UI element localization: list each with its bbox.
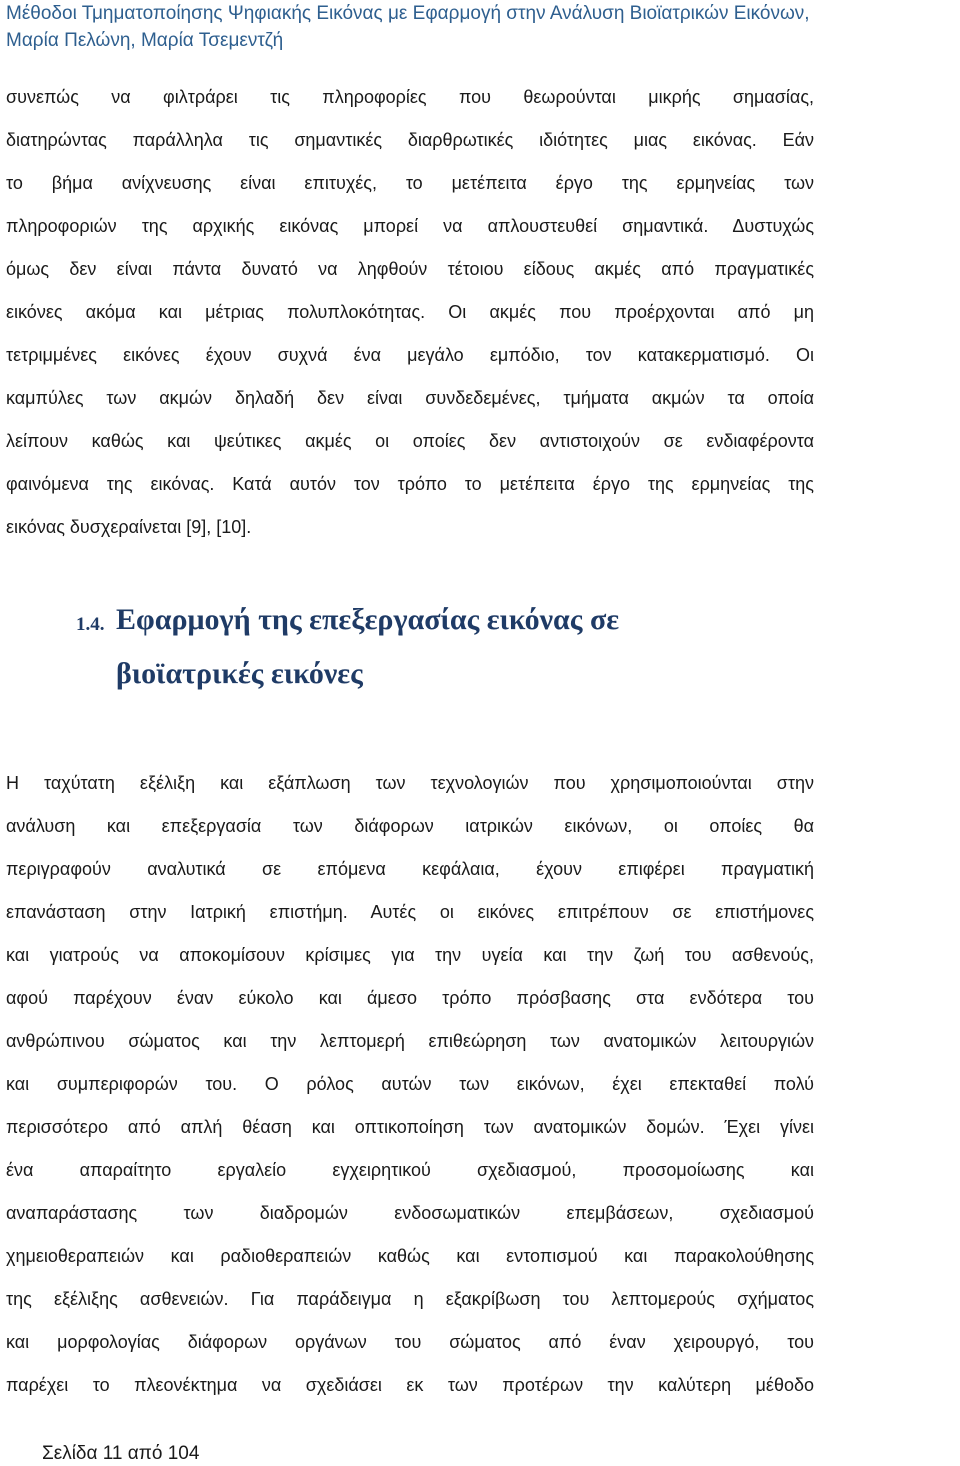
text-line: αναπαράστασης των διαδρομών ενδοσωματικών επεμβάσεων, σχεδιασμού	[6, 1203, 814, 1223]
section-number: 1.4.	[76, 614, 105, 635]
text-line: το βήμα ανίχνευσης είναι επιτυχές, το μετέπειτα έργο της ερμηνείας των	[6, 173, 814, 193]
text-line: φαινόμενα της εικόνας. Κατά αυτόν τον τρόπο το μετέπειτα έργο της ερμηνείας της	[6, 474, 814, 494]
header-title-line: Μέθοδοι Τμηματοποίησης Ψηφιακής Εικόνας με Εφαρμογή στην Ανάλυση Βιοϊατρικών Εικόνων,	[6, 3, 810, 24]
text-line: εικόνες ακόμα και μέτριας πολυπλοκότητας. Οι ακμές που προέρχονται από μη	[6, 302, 814, 322]
text-line: καμπύλες των ακμών δηλαδή δεν είναι συνδεδεμένες, τμήματα ακμών τα οποία	[6, 388, 814, 408]
text-line: παρέχει το πλεονέκτημα να σχεδιάσει εκ των προτέρων την καλύτερη μέθοδο	[6, 1375, 814, 1395]
text-line: λείπουν καθώς και ψεύτικες ακμές οι οποίες δεν αντιστοιχούν σε ενδιαφέροντα	[6, 431, 814, 451]
text-line: Η ταχύτατη εξέλιξη και εξάπλωση των τεχνολογιών που χρησιμοποιούνται στην	[6, 773, 814, 793]
text-line: ανάλυση και επεξεργασία των διάφορων ιατρικών εικόνων, οι οποίες θα	[6, 816, 814, 836]
running-header	[6, 0, 956, 54]
text-line: χημειοθεραπειών και ραδιοθεραπειών καθώς και εντοπισμού και παρακολούθησης	[6, 1246, 814, 1266]
paragraph-biomedical-imaging	[6, 762, 814, 1407]
text-line: πληροφοριών της αρχικής εικόνας μπορεί να απλουστευθεί σημαντικά. Δυστυχώς	[6, 216, 814, 236]
text-line: και συμπεριφορών του. Ο ρόλος αυτών των εικόνων, έχει επεκταθεί πολύ	[6, 1074, 814, 1094]
text-line: διατηρώντας παράλληλα τις σημαντικές διαρθρωτικές ιδιότητες μιας εικόνας. Εάν	[6, 130, 814, 150]
text-line: ανθρώπινου σώματος και την λεπτομερή επιθεώρηση των ανατομικών λειτουργιών	[6, 1031, 814, 1051]
text-line: και μορφολογίας διάφορων οργάνων του σώματος από έναν χειρουργό, του	[6, 1332, 814, 1352]
section-title-line-1: Εφαρμογή της επεξεργασίας εικόνας σε	[116, 603, 620, 636]
text-line: περιγραφούν αναλυτικά σε επόμενα κεφάλαια, έχουν επιφέρει πραγματική	[6, 859, 814, 879]
header-authors-line: Μαρία Πελώνη, Μαρία Τσεμεντζή	[6, 30, 284, 51]
text-line: ένα απαραίτητο εργαλείο εγχειρητικού σχεδιασμού, προσομοίωσης και	[6, 1160, 814, 1180]
text-line: τετριμμένες εικόνες έχουν συχνά ένα μεγάλο εμπόδιο, τον κατακερματισμό. Οι	[6, 345, 814, 365]
text-line: εικόνας δυσχεραίνεται [9], [10].	[6, 517, 252, 537]
section-title-line-2: βιοϊατρικές εικόνες	[116, 657, 363, 690]
text-line: και γιατρούς να αποκομίσουν κρίσιμες για την υγεία και την ζωή του ασθενούς,	[6, 945, 814, 965]
text-line: περισσότερο από απλή θέαση και οπτικοποίηση των ανατομικών δομών. Έχει γίνει	[6, 1117, 814, 1137]
text-line: όμως δεν είναι πάντα δυνατό να ληφθούν τέτοιου είδους ακμές από πραγματικές	[6, 259, 814, 279]
text-line: αφού παρέχουν έναν εύκολο και άμεσο τρόπο πρόσβασης στα ενδότερα του	[6, 988, 814, 1008]
text-line: επανάσταση στην Ιατρική επιστήμη. Αυτές οι εικόνες επιτρέπουν σε επιστήμονες	[6, 902, 814, 922]
page-number-footer: Σελίδα 11 από 104	[42, 1443, 200, 1464]
paragraph-edge-detection	[6, 76, 814, 549]
text-line: της εξέλιξης ασθενειών. Για παράδειγμα η εξακρίβωση του λεπτομερούς σχήματος	[6, 1289, 814, 1309]
text-line: συνεπώς να φιλτράρει τις πληροφορίες που θεωρούνται μικρής σημασίας,	[6, 87, 814, 107]
